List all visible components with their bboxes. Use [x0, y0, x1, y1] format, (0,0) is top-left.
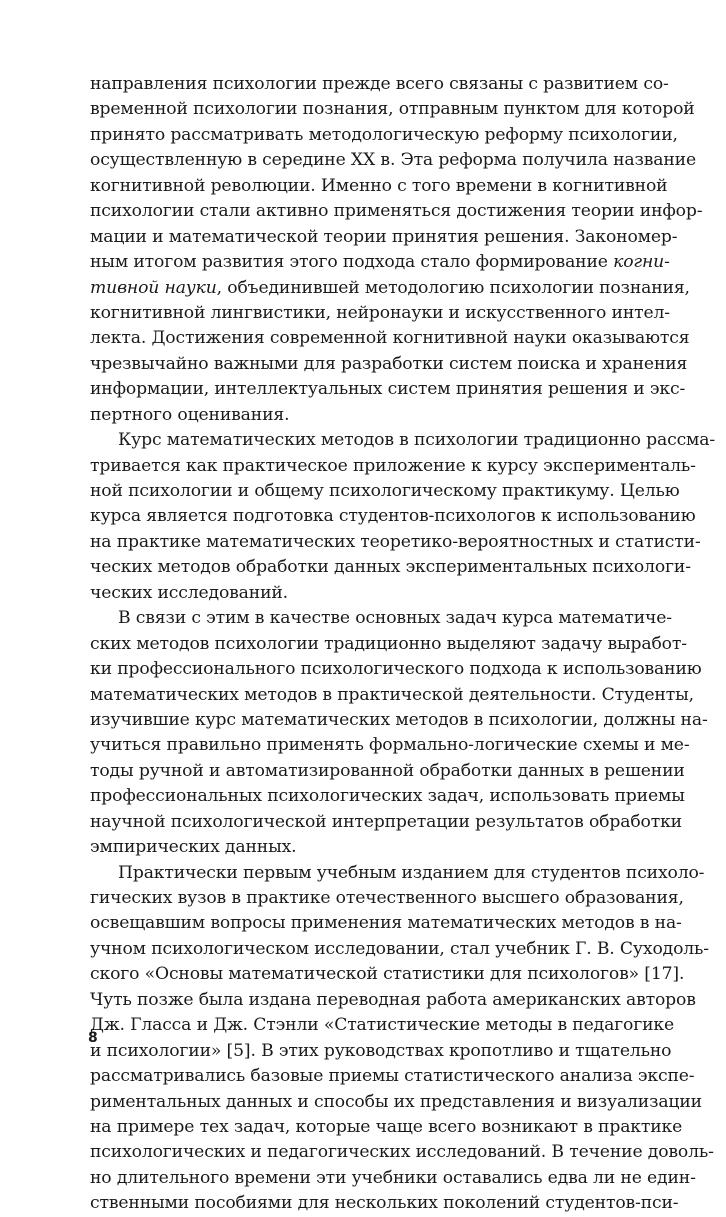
text-line: Чуть позже была издана переводная работа американских авторов	[90, 989, 696, 1010]
text-line	[90, 276, 690, 301]
italic-term: когни-	[613, 252, 670, 273]
text-line: ственными пособиями для нескольких поколений студентов-пси-	[90, 1193, 679, 1214]
text-line: ческих методов обработки данных экспериментальных психологи-	[90, 557, 691, 578]
page-number: 8	[88, 1030, 98, 1046]
text-line: ческих исследований.	[90, 582, 288, 603]
text-line: когнитивной лингвистики, нейронауки и искусственного интел-	[90, 302, 670, 323]
text-run: , объединившей методологию психологии познания,	[216, 277, 690, 298]
text-line: когнитивной революции. Именно с того времени в когнитивной	[90, 175, 668, 196]
text-line: на практике математических теоретико-вероятностных и статисти-	[90, 531, 701, 552]
text-line: рассматривались базовые приемы статистического анализа экспе-	[90, 1066, 695, 1087]
text-line: изучившие курс математических методов в психологии, должны на-	[90, 709, 708, 730]
text-line: освещавшим вопросы применения математических методов в на-	[90, 913, 682, 934]
text-line: но длительного времени эти учебники оставались едва ли не един-	[90, 1167, 696, 1188]
text-line: психологических и педагогических исследований. В течение доволь-	[90, 1142, 714, 1163]
text-line: ной психологии и общему психологическому практикуму. Целью	[90, 481, 680, 501]
text-line: и психологии» [5]. В этих руководствах кропотливо и тщательно	[90, 1040, 672, 1061]
text-line: ки профессионального психологического подхода к использованию	[90, 659, 702, 680]
text-line: курса является подготовка студентов-психологов к использованию	[90, 506, 696, 527]
text-line: мации и математической теории принятия решения. Закономер-	[90, 226, 678, 247]
text-line: профессиональных психологических задач, использовать приемы	[90, 786, 685, 807]
italic-term: тивной науки	[90, 277, 217, 298]
text-line: Практически первым учебным изданием для студентов психоло-	[118, 862, 705, 883]
text-line: Курс математических методов в психологии традиционно рассма-	[118, 430, 716, 451]
text-line: чрезвычайно важными для разработки систем поиска и хранения	[90, 353, 688, 374]
text-line: информации, интеллектуальных систем принятия решения и экс-	[90, 379, 686, 400]
text-line	[90, 250, 670, 275]
text-line: принято рассматривать методологическую реформу психологии,	[90, 124, 678, 145]
text-line: тоды ручной и автоматизированной обработки данных в решении	[90, 760, 685, 781]
text-line: В связи с этим в качестве основных задач курса математиче-	[118, 608, 672, 629]
text-line: ского «Основы математической статистики для психологов» [17].	[90, 964, 685, 985]
text-line: на примере тех задач, которые чаще всего возникают в практике	[90, 1116, 683, 1137]
text-line: тривается как практическое приложение к курсу эксперименталь-	[90, 455, 696, 476]
text-run: ным итогом развития этого подхода стало формирование	[90, 252, 614, 273]
text-line: эмпирических данных.	[90, 837, 297, 858]
text-line: временной психологии познания, отправным пунктом для которой	[90, 99, 695, 120]
text-line: учиться правильно применять формально-логические схемы и ме-	[90, 735, 690, 756]
text-line: направления психологии прежде всего связаны с развитием со-	[90, 74, 669, 94]
text-line: психологии стали активно применяться достижения теории инфор-	[90, 201, 703, 222]
text-line: учном психологическом исследовании, стал учебник Г. В. Суходоль-	[90, 938, 709, 959]
text-line: гических вузов в практике отечественного высшего образования,	[90, 888, 684, 908]
text-line: осуществленную в середине XX в. Эта реформа получила название	[90, 150, 697, 171]
text-line: научной психологической интерпретации результатов обработки	[90, 811, 682, 832]
body-text	[90, 72, 716, 1217]
text-line: ских методов психологии традиционно выделяют задачу выработ-	[90, 633, 687, 654]
text-line: Дж. Гласса и Дж. Стэнли «Статистические методы в педагогике	[90, 1015, 674, 1036]
text-line: пертного оценивания.	[90, 404, 290, 425]
text-line: лекта. Достижения современной когнитивной науки оказываются	[90, 328, 690, 349]
text-line: математических методов в практической деятельности. Студенты,	[90, 684, 694, 705]
text-line: риментальных данных и способы их представления и визуализации	[90, 1091, 702, 1112]
